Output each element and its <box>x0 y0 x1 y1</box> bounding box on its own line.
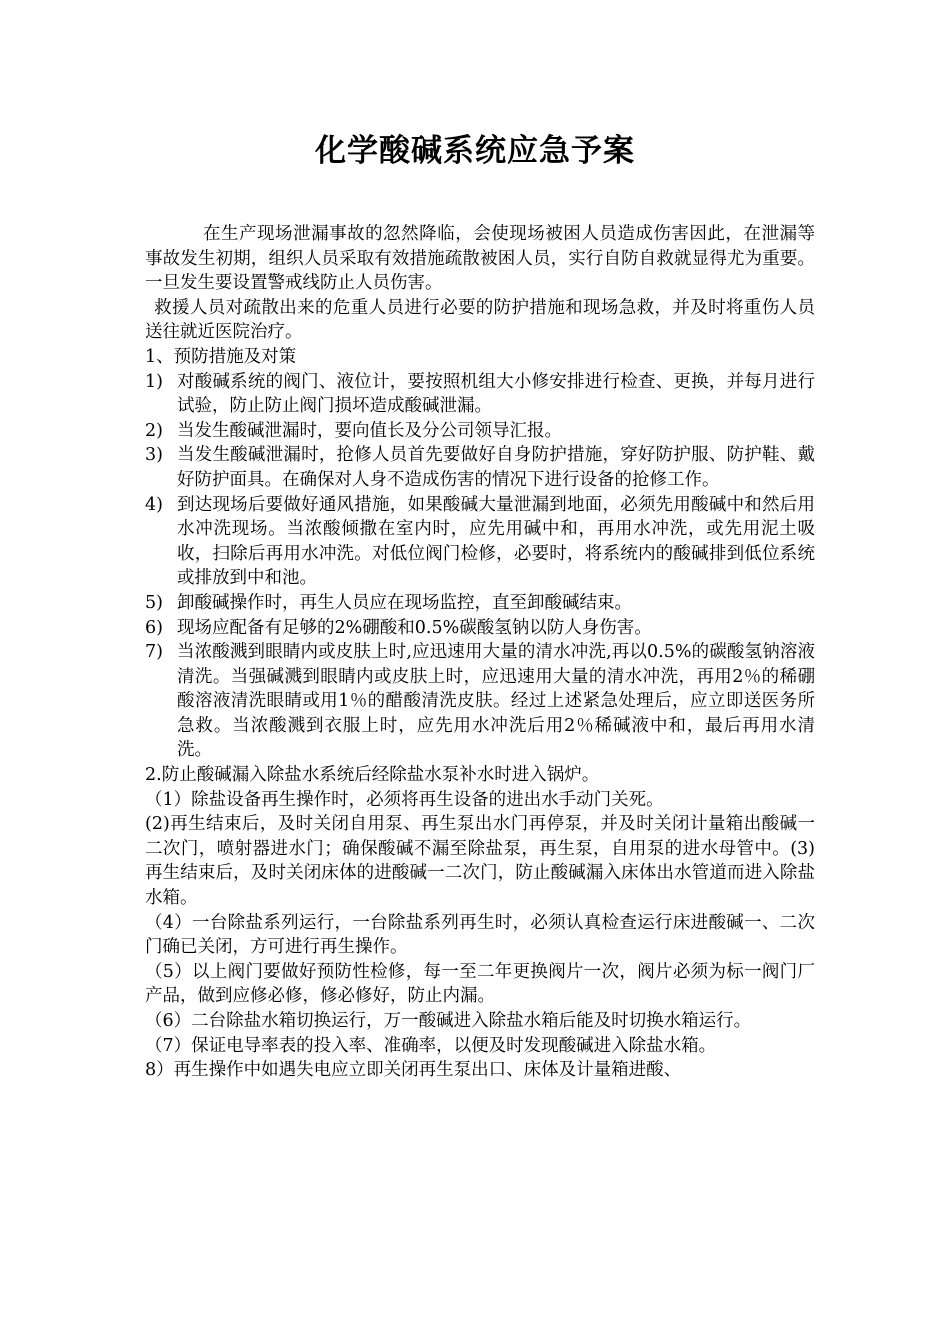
list-item-number: 1) <box>145 371 163 392</box>
list-item <box>145 591 815 616</box>
list-item-number: 6) <box>145 617 163 638</box>
section-2-paragraph: （7）保证电导率表的投入率、准确率，以便及时发现酸碱进入除盐水箱。 <box>145 1035 717 1056</box>
list-item <box>145 640 815 763</box>
list-item <box>145 419 815 444</box>
document-body <box>145 222 815 1083</box>
section-2-paragraph: （5）以上阀门要做好预防性检修，每一至二年更换阀片一次，阀片必须为标一阀门厂产品，做到应修必修，修必修好，防止内漏。 <box>145 961 815 1007</box>
section-2-paragraph: （1）除盐设备再生操作时，必须将再生设备的进出水手动门关死。 <box>145 789 664 810</box>
section-2-paragraph: （4）一台除盐系列运行，一台除盐系列再生时，必须认真检查运行床进酸碱一、二次门确已关闭，方可进行再生操作。 <box>145 912 815 958</box>
section-2-paragraph: （6）二台除盐水箱切换运行，万一酸碱进入除盐水箱后能及时切换水箱运行。 <box>145 1011 752 1031</box>
list-item-text: 当浓酸溅到眼睛内或皮肤上时,应迅速用大量的清水冲洗,再以0.5%的碳酸氢钠溶液清洗。当强碱溅到眼睛内或皮肤上时，应迅速用大量的清水冲洗，再用2％的稀硼酸溶液清洗眼睛或用1％的醋酸清洗皮肤。经过上述紧急处理后，应立即送医务所急救。当浓酸溅到衣服上时，应先用水冲洗后用2％稀碱液中和，最后再用水清洗。 <box>177 642 815 761</box>
list-item-text: 当发生酸碱泄漏时，要向值长及分公司领导汇报。 <box>177 420 562 441</box>
section-2-paragraph: (2)再生结束后，及时关闭自用泵、再生泵出水门再停泵，并及时关闭计量箱出酸碱一二次门，喷射器进水门；确保酸碱不漏至除盐泵，再生泵，自用泵的进水母管中。(3)再生结束后，及时关闭床体的进酸碱一二次门，防止酸碱漏入床体出水管道而进入除盐水箱。 <box>145 814 815 909</box>
list-item-number: 3) <box>145 445 163 466</box>
section-2-paragraph: 8）再生操作中如遇失电应立即关闭再生泵出口、床体及计量箱进酸、 <box>145 1060 682 1081</box>
document-title: 化学酸碱系统应急予案 <box>315 133 635 169</box>
list-item <box>145 443 815 492</box>
list-item-text: 当发生酸碱泄漏时，抢修人员首先要做好自身防护措施，穿好防护服、防护鞋、戴好防护面具。在确保对人身不造成伤害的情况下进行设备的抢修工作。 <box>177 445 815 490</box>
list-item-number: 2) <box>145 420 163 441</box>
list-item <box>145 370 815 419</box>
intro-paragraph-2-text: 救援人员对疏散出来的危重人员进行必要的防护措施和现场急救，并及时将重伤人员送往就近医院治疗。 <box>145 297 815 343</box>
list-item-text: 卸酸碱操作时，再生人员应在现场监控，直至卸酸碱结束。 <box>177 592 632 613</box>
list-item-number: 5) <box>145 592 163 613</box>
list-item-text: 到达现场后要做好通风措施，如果酸碱大量泄漏到地面，必须先用酸碱中和然后用水冲洗现场。当浓酸倾撒在室内时，应先用碱中和，再用水冲洗，或先用泥土吸收，扫除后再用水冲洗。对低位阀门检修，必要时，将系统内的酸碱排到低位系统或排放到中和池。 <box>177 494 815 589</box>
list-item-number: 7) <box>145 642 163 663</box>
list-item <box>145 493 815 591</box>
list-item <box>145 616 815 641</box>
list-item-text: 现场应配备有足够的2%硼酸和0.5%碳酸氢钠以防人身伤害。 <box>177 617 652 638</box>
list-item-text: 对酸碱系统的阀门、液位计，要按照机组大小修安排进行检查、更换，并每月进行试验，防止防止阀门损坏造成酸碱泄漏。 <box>177 371 815 417</box>
list-item-number: 4) <box>145 494 163 515</box>
intro-paragraph-2 <box>145 296 815 345</box>
intro-paragraph: 在生产现场泄漏事故的忽然降临，会使现场被困人员造成伤害因此，在泄漏等事故发生初期，组织人员采取有效措施疏散被困人员，实行自防自救就显得尤为重要。一旦发生要设置警戒线防止人员伤害。 <box>145 224 815 294</box>
section-2-heading: 2.防止酸碱漏入除盐水系统后经除盐水泵补水时进入锅炉。 <box>145 765 600 786</box>
section-1-heading: 1、预防措施及对策 <box>145 346 297 367</box>
